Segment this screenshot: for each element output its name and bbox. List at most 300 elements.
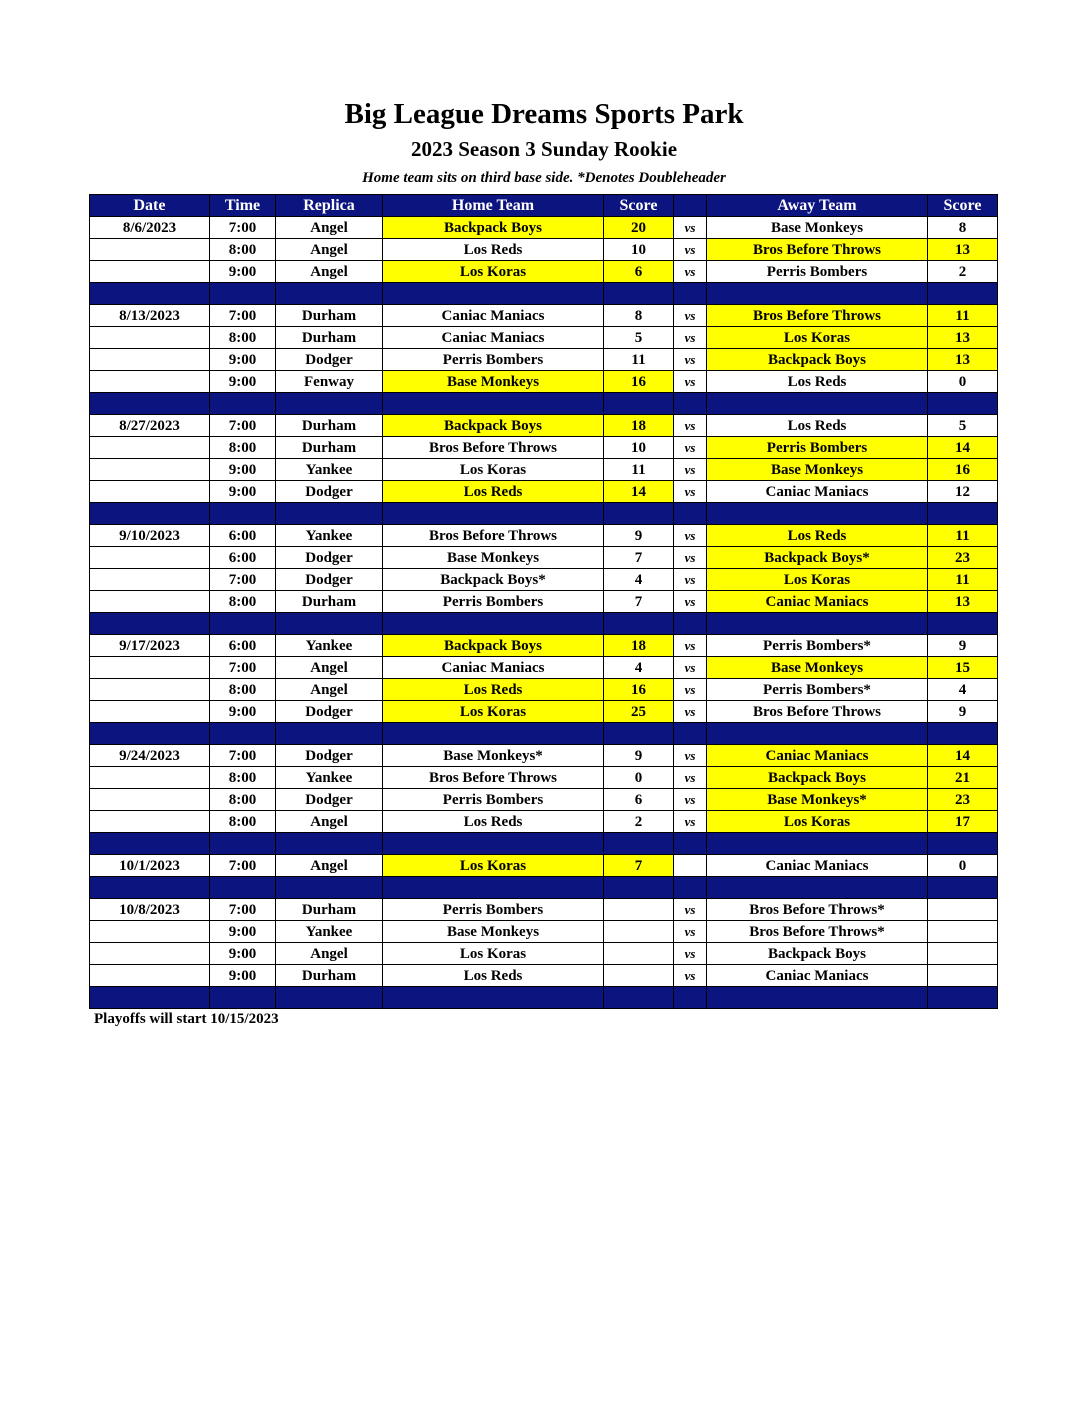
- separator-cell: [276, 393, 383, 415]
- game-row: [90, 855, 998, 877]
- date-cell: [90, 239, 210, 261]
- vs-cell: vs: [674, 591, 707, 613]
- game-row: [90, 261, 998, 283]
- game-row: [90, 943, 998, 965]
- page-subtitle: 2023 Season 3 Sunday Rookie: [410, 137, 678, 161]
- separator-cell: [210, 613, 276, 635]
- col-replica: Replica: [276, 195, 383, 217]
- vs-cell: vs: [674, 261, 707, 283]
- away-score-cell: 15: [928, 657, 998, 679]
- separator-cell: [90, 877, 210, 899]
- date-cell: [90, 657, 210, 679]
- vs-cell: vs: [674, 745, 707, 767]
- vs-cell: vs: [674, 459, 707, 481]
- field-cell: Durham: [276, 437, 383, 459]
- away-score-cell: 11: [928, 305, 998, 327]
- game-row: [90, 591, 998, 613]
- field-cell: Durham: [276, 327, 383, 349]
- home-team-cell: Perris Bombers: [383, 789, 604, 811]
- game-row: [90, 217, 998, 239]
- away-score-cell: 13: [928, 239, 998, 261]
- date-cell: [90, 371, 210, 393]
- home-score-cell: 4: [604, 569, 674, 591]
- away-team-cell: Backpack Boys*: [707, 547, 928, 569]
- time-cell: 7:00: [210, 569, 276, 591]
- separator-cell: [674, 987, 707, 1009]
- vs-cell: vs: [674, 305, 707, 327]
- separator-cell: [928, 723, 998, 745]
- game-row: [90, 415, 998, 437]
- field-cell: Dodger: [276, 547, 383, 569]
- home-score-cell: 10: [604, 239, 674, 261]
- home-team-cell: Base Monkeys: [383, 921, 604, 943]
- field-cell: Yankee: [276, 459, 383, 481]
- vs-cell: vs: [674, 437, 707, 459]
- home-score-cell: 4: [604, 657, 674, 679]
- game-row: [90, 349, 998, 371]
- away-score-cell: 13: [928, 349, 998, 371]
- home-score-cell: 18: [604, 635, 674, 657]
- date-cell: 10/8/2023: [90, 899, 210, 921]
- date-cell: 8/27/2023: [90, 415, 210, 437]
- separator-cell: [674, 503, 707, 525]
- home-team-cell: Backpack Boys: [383, 635, 604, 657]
- separator-cell: [928, 393, 998, 415]
- away-score-cell: 21: [928, 767, 998, 789]
- away-score-cell: 23: [928, 547, 998, 569]
- home-team-cell: Perris Bombers: [383, 899, 604, 921]
- game-row: [90, 635, 998, 657]
- home-score-cell: 2: [604, 811, 674, 833]
- home-team-cell: Caniac Maniacs: [383, 327, 604, 349]
- home-team-cell: Caniac Maniacs: [383, 657, 604, 679]
- home-team-cell: Backpack Boys: [383, 217, 604, 239]
- field-cell: Dodger: [276, 789, 383, 811]
- field-cell: Dodger: [276, 745, 383, 767]
- away-team-cell: Caniac Maniacs: [707, 965, 928, 987]
- away-score-cell: 13: [928, 591, 998, 613]
- away-score-cell: 14: [928, 437, 998, 459]
- time-cell: 7:00: [210, 855, 276, 877]
- time-cell: 9:00: [210, 481, 276, 503]
- time-cell: 8:00: [210, 437, 276, 459]
- separator-row: [90, 833, 998, 855]
- field-cell: Durham: [276, 305, 383, 327]
- away-score-cell: 0: [928, 855, 998, 877]
- home-team-cell: Los Koras: [383, 459, 604, 481]
- away-score-cell: 17: [928, 811, 998, 833]
- separator-cell: [276, 877, 383, 899]
- away-team-cell: Backpack Boys: [707, 767, 928, 789]
- date-cell: [90, 943, 210, 965]
- home-team-cell: Base Monkeys: [383, 371, 604, 393]
- home-score-cell: 14: [604, 481, 674, 503]
- date-cell: [90, 327, 210, 349]
- time-cell: 9:00: [210, 459, 276, 481]
- date-cell: [90, 437, 210, 459]
- time-cell: 9:00: [210, 261, 276, 283]
- home-team-cell: Bros Before Throws: [383, 525, 604, 547]
- home-score-cell: 5: [604, 327, 674, 349]
- vs-cell: [674, 855, 707, 877]
- date-cell: [90, 569, 210, 591]
- separator-cell: [276, 613, 383, 635]
- vs-cell: vs: [674, 767, 707, 789]
- game-row: [90, 437, 998, 459]
- schedule-table: [89, 194, 998, 1009]
- separator-cell: [90, 987, 210, 1009]
- field-cell: Angel: [276, 943, 383, 965]
- separator-cell: [90, 503, 210, 525]
- game-row: [90, 789, 998, 811]
- col-vs: [674, 195, 707, 217]
- away-score-cell: 4: [928, 679, 998, 701]
- date-cell: [90, 547, 210, 569]
- separator-cell: [604, 503, 674, 525]
- home-score-cell: [604, 899, 674, 921]
- separator-cell: [276, 723, 383, 745]
- field-cell: Durham: [276, 591, 383, 613]
- away-score-cell: 5: [928, 415, 998, 437]
- away-team-cell: Los Reds: [707, 415, 928, 437]
- date-cell: 8/6/2023: [90, 217, 210, 239]
- vs-cell: vs: [674, 657, 707, 679]
- separator-row: [90, 503, 998, 525]
- vs-cell: vs: [674, 239, 707, 261]
- vs-cell: vs: [674, 569, 707, 591]
- separator-cell: [383, 723, 604, 745]
- field-cell: Yankee: [276, 635, 383, 657]
- home-team-cell: Bros Before Throws: [383, 767, 604, 789]
- away-team-cell: Bros Before Throws: [707, 701, 928, 723]
- game-row: [90, 371, 998, 393]
- away-team-cell: Perris Bombers*: [707, 635, 928, 657]
- home-score-cell: 10: [604, 437, 674, 459]
- home-score-cell: 9: [604, 745, 674, 767]
- separator-cell: [210, 877, 276, 899]
- separator-cell: [707, 503, 928, 525]
- away-team-cell: Base Monkeys: [707, 459, 928, 481]
- time-cell: 7:00: [210, 305, 276, 327]
- separator-cell: [707, 987, 928, 1009]
- time-cell: 7:00: [210, 415, 276, 437]
- playoffs-note: Playoffs will start 10/15/2023: [94, 1011, 279, 1027]
- home-team-cell: Los Reds: [383, 965, 604, 987]
- vs-cell: vs: [674, 899, 707, 921]
- home-team-cell: Base Monkeys: [383, 547, 604, 569]
- away-score-cell: [928, 899, 998, 921]
- home-score-cell: 9: [604, 525, 674, 547]
- time-cell: 9:00: [210, 943, 276, 965]
- home-score-cell: 6: [604, 261, 674, 283]
- home-score-cell: 11: [604, 459, 674, 481]
- home-team-cell: Los Koras: [383, 855, 604, 877]
- separator-cell: [604, 613, 674, 635]
- separator-cell: [707, 393, 928, 415]
- date-cell: [90, 261, 210, 283]
- home-score-cell: [604, 921, 674, 943]
- separator-cell: [276, 987, 383, 1009]
- time-cell: 9:00: [210, 371, 276, 393]
- separator-cell: [674, 613, 707, 635]
- away-team-cell: Backpack Boys: [707, 943, 928, 965]
- game-row: [90, 569, 998, 591]
- date-cell: [90, 811, 210, 833]
- away-score-cell: 12: [928, 481, 998, 503]
- field-cell: Dodger: [276, 569, 383, 591]
- away-team-cell: Bros Before Throws*: [707, 921, 928, 943]
- time-cell: 8:00: [210, 239, 276, 261]
- away-team-cell: Base Monkeys: [707, 657, 928, 679]
- field-cell: Angel: [276, 657, 383, 679]
- vs-cell: vs: [674, 811, 707, 833]
- separator-cell: [928, 503, 998, 525]
- field-cell: Angel: [276, 217, 383, 239]
- field-cell: Dodger: [276, 481, 383, 503]
- home-team-cell: Backpack Boys*: [383, 569, 604, 591]
- away-score-cell: 11: [928, 569, 998, 591]
- home-team-cell: Perris Bombers: [383, 349, 604, 371]
- field-cell: Durham: [276, 899, 383, 921]
- vs-cell: vs: [674, 327, 707, 349]
- time-cell: 9:00: [210, 921, 276, 943]
- separator-cell: [90, 723, 210, 745]
- vs-cell: vs: [674, 921, 707, 943]
- separator-cell: [90, 393, 210, 415]
- home-team-cell: Perris Bombers: [383, 591, 604, 613]
- separator-cell: [604, 723, 674, 745]
- separator-cell: [707, 283, 928, 305]
- date-cell: [90, 481, 210, 503]
- separator-cell: [707, 723, 928, 745]
- separator-cell: [210, 833, 276, 855]
- time-cell: 9:00: [210, 701, 276, 723]
- home-team-cell: Los Reds: [383, 481, 604, 503]
- away-score-cell: 23: [928, 789, 998, 811]
- separator-cell: [674, 393, 707, 415]
- time-cell: 7:00: [210, 217, 276, 239]
- separator-cell: [90, 283, 210, 305]
- game-row: [90, 305, 998, 327]
- date-cell: [90, 591, 210, 613]
- away-team-cell: Los Reds: [707, 371, 928, 393]
- separator-cell: [604, 393, 674, 415]
- col-away-team: Away Team: [707, 195, 928, 217]
- field-cell: Yankee: [276, 767, 383, 789]
- separator-cell: [674, 833, 707, 855]
- separator-row: [90, 613, 998, 635]
- date-cell: 8/13/2023: [90, 305, 210, 327]
- separator-cell: [210, 723, 276, 745]
- date-cell: [90, 921, 210, 943]
- away-score-cell: 16: [928, 459, 998, 481]
- time-cell: 9:00: [210, 349, 276, 371]
- separator-cell: [928, 987, 998, 1009]
- vs-cell: vs: [674, 965, 707, 987]
- away-team-cell: Los Koras: [707, 811, 928, 833]
- time-cell: 8:00: [210, 767, 276, 789]
- game-row: [90, 547, 998, 569]
- away-score-cell: 13: [928, 327, 998, 349]
- vs-cell: vs: [674, 635, 707, 657]
- home-score-cell: 0: [604, 767, 674, 789]
- col-away-score: Score: [928, 195, 998, 217]
- separator-cell: [210, 987, 276, 1009]
- time-cell: 8:00: [210, 789, 276, 811]
- game-row: [90, 701, 998, 723]
- separator-cell: [276, 283, 383, 305]
- vs-cell: vs: [674, 789, 707, 811]
- away-team-cell: Caniac Maniacs: [707, 745, 928, 767]
- separator-cell: [604, 987, 674, 1009]
- time-cell: 9:00: [210, 965, 276, 987]
- date-cell: 9/10/2023: [90, 525, 210, 547]
- vs-cell: vs: [674, 371, 707, 393]
- time-cell: 8:00: [210, 811, 276, 833]
- separator-row: [90, 877, 998, 899]
- away-team-cell: Perris Bombers: [707, 437, 928, 459]
- away-team-cell: Los Reds: [707, 525, 928, 547]
- time-cell: 6:00: [210, 525, 276, 547]
- separator-cell: [276, 833, 383, 855]
- home-score-cell: 16: [604, 371, 674, 393]
- schedule-note: Home team sits on third base side. *Denotes Doubleheader: [362, 170, 726, 186]
- home-score-cell: 11: [604, 349, 674, 371]
- date-cell: [90, 679, 210, 701]
- separator-cell: [383, 283, 604, 305]
- page-title: Big League Dreams Sports Park: [344, 98, 744, 130]
- time-cell: 7:00: [210, 657, 276, 679]
- separator-cell: [604, 833, 674, 855]
- separator-cell: [707, 833, 928, 855]
- separator-row: [90, 987, 998, 1009]
- time-cell: 8:00: [210, 679, 276, 701]
- home-score-cell: 25: [604, 701, 674, 723]
- separator-cell: [674, 723, 707, 745]
- home-team-cell: Los Koras: [383, 261, 604, 283]
- separator-cell: [604, 283, 674, 305]
- separator-cell: [707, 877, 928, 899]
- game-row: [90, 745, 998, 767]
- home-team-cell: Los Reds: [383, 811, 604, 833]
- home-score-cell: 6: [604, 789, 674, 811]
- away-score-cell: 0: [928, 371, 998, 393]
- header-row: [90, 195, 998, 217]
- field-cell: Fenway: [276, 371, 383, 393]
- separator-row: [90, 723, 998, 745]
- game-row: [90, 899, 998, 921]
- away-team-cell: Caniac Maniacs: [707, 591, 928, 613]
- date-cell: [90, 789, 210, 811]
- separator-cell: [928, 283, 998, 305]
- vs-cell: vs: [674, 481, 707, 503]
- vs-cell: vs: [674, 701, 707, 723]
- home-score-cell: 8: [604, 305, 674, 327]
- field-cell: Yankee: [276, 921, 383, 943]
- date-cell: 9/17/2023: [90, 635, 210, 657]
- away-team-cell: Bros Before Throws: [707, 305, 928, 327]
- field-cell: Angel: [276, 679, 383, 701]
- separator-cell: [383, 613, 604, 635]
- vs-cell: vs: [674, 349, 707, 371]
- field-cell: Angel: [276, 811, 383, 833]
- game-row: [90, 657, 998, 679]
- away-team-cell: Base Monkeys: [707, 217, 928, 239]
- time-cell: 8:00: [210, 327, 276, 349]
- home-team-cell: Los Reds: [383, 679, 604, 701]
- game-row: [90, 525, 998, 547]
- away-score-cell: 11: [928, 525, 998, 547]
- away-score-cell: [928, 965, 998, 987]
- date-cell: [90, 965, 210, 987]
- away-score-cell: 9: [928, 635, 998, 657]
- col-date: Date: [90, 195, 210, 217]
- home-team-cell: Los Koras: [383, 943, 604, 965]
- separator-cell: [604, 877, 674, 899]
- separator-cell: [210, 283, 276, 305]
- home-team-cell: Los Koras: [383, 701, 604, 723]
- game-row: [90, 679, 998, 701]
- game-row: [90, 239, 998, 261]
- game-row: [90, 481, 998, 503]
- home-team-cell: Backpack Boys: [383, 415, 604, 437]
- away-team-cell: Perris Bombers: [707, 261, 928, 283]
- game-row: [90, 767, 998, 789]
- home-team-cell: Los Reds: [383, 239, 604, 261]
- date-cell: [90, 701, 210, 723]
- game-row: [90, 811, 998, 833]
- separator-cell: [674, 283, 707, 305]
- home-score-cell: [604, 943, 674, 965]
- separator-cell: [928, 613, 998, 635]
- separator-row: [90, 393, 998, 415]
- vs-cell: vs: [674, 415, 707, 437]
- away-team-cell: Caniac Maniacs: [707, 481, 928, 503]
- game-row: [90, 327, 998, 349]
- col-home-score: Score: [604, 195, 674, 217]
- vs-cell: vs: [674, 943, 707, 965]
- field-cell: Dodger: [276, 349, 383, 371]
- separator-cell: [383, 393, 604, 415]
- home-score-cell: 7: [604, 591, 674, 613]
- field-cell: Yankee: [276, 525, 383, 547]
- separator-cell: [383, 877, 604, 899]
- home-team-cell: Base Monkeys*: [383, 745, 604, 767]
- time-cell: 7:00: [210, 745, 276, 767]
- time-cell: 7:00: [210, 899, 276, 921]
- home-score-cell: 20: [604, 217, 674, 239]
- away-team-cell: Bros Before Throws: [707, 239, 928, 261]
- away-score-cell: 2: [928, 261, 998, 283]
- col-home-team: Home Team: [383, 195, 604, 217]
- col-time: Time: [210, 195, 276, 217]
- away-score-cell: 14: [928, 745, 998, 767]
- field-cell: Angel: [276, 261, 383, 283]
- away-team-cell: Los Koras: [707, 327, 928, 349]
- separator-row: [90, 283, 998, 305]
- separator-cell: [928, 833, 998, 855]
- away-score-cell: [928, 943, 998, 965]
- away-team-cell: Base Monkeys*: [707, 789, 928, 811]
- away-score-cell: 9: [928, 701, 998, 723]
- date-cell: [90, 767, 210, 789]
- home-team-cell: Bros Before Throws: [383, 437, 604, 459]
- separator-cell: [383, 987, 604, 1009]
- game-row: [90, 459, 998, 481]
- home-team-cell: Caniac Maniacs: [383, 305, 604, 327]
- field-cell: Angel: [276, 239, 383, 261]
- separator-cell: [707, 613, 928, 635]
